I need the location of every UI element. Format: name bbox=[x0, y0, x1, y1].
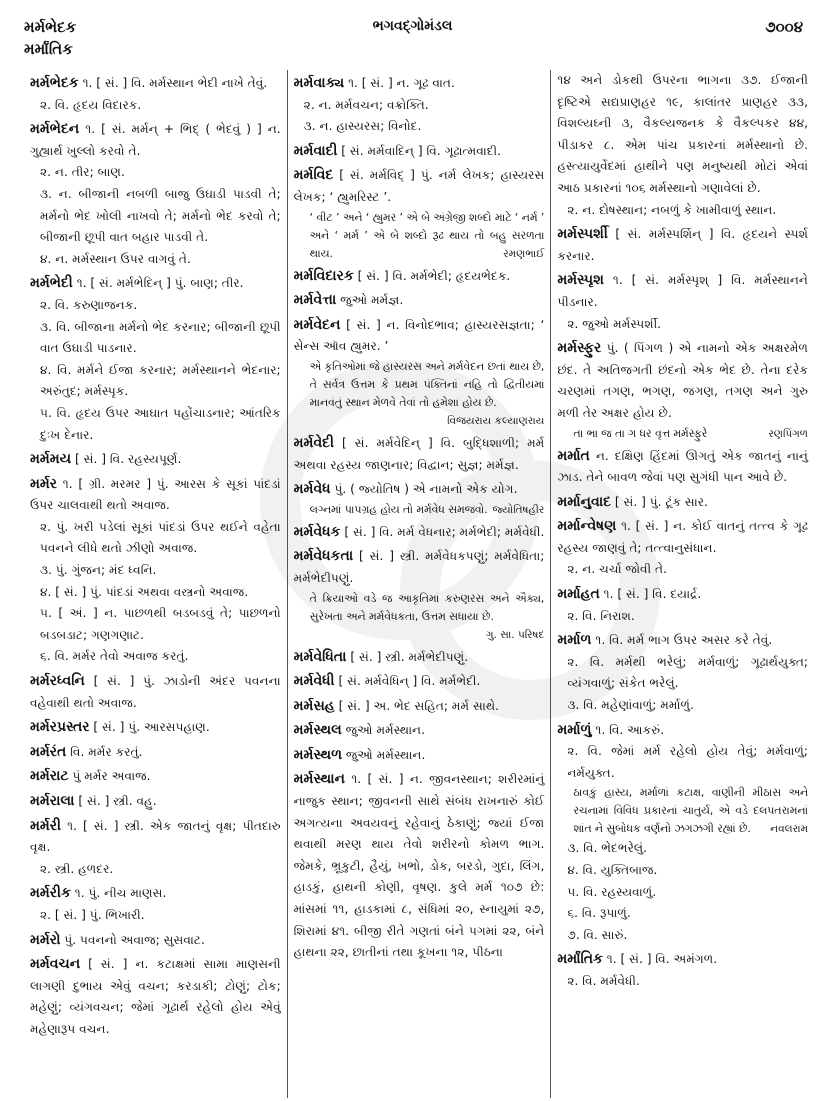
definition: [ સં. ] સ્ત્રી. મર્મવેધકપણું; મર્મવેધિતા; મર્મભેદીપણું. bbox=[293, 549, 545, 585]
headword: મર્મમય bbox=[30, 451, 72, 468]
citation-quote bbox=[294, 209, 545, 263]
dictionary-entry bbox=[557, 446, 808, 489]
dictionary-entry bbox=[294, 433, 545, 476]
citation-quote bbox=[294, 501, 545, 519]
definition: ૧. પું. નીચ માણસ. bbox=[74, 886, 167, 901]
definition: [ સં. મર્મસ્પર્શિન્ ] વિ. હૃદયને સ્પર્શ કરનાર. bbox=[557, 227, 809, 263]
definition: ૧. [ ગ્રી. મરમર ] પું. આરસ કે સૂકાં પાંદડાં ઉપર ચાલવાથી થતો અવાજ. bbox=[30, 476, 281, 513]
headword: મર્મભેદન bbox=[30, 121, 80, 138]
definition: ૧. વિ. મર્મ ભાગ ઉપર અસર કરે તેવું. bbox=[595, 633, 773, 648]
quote-source: રમણભાઈ bbox=[503, 247, 545, 260]
dictionary-entry bbox=[557, 338, 808, 424]
headword: મર્મવેત્તા bbox=[293, 292, 337, 309]
headword: મર્મભેદી bbox=[30, 275, 73, 292]
headword: મર્મવાદી bbox=[293, 142, 338, 159]
dictionary-entry bbox=[557, 224, 808, 267]
dictionary-entry bbox=[557, 630, 808, 652]
headword: મર્મસ્થળ bbox=[293, 746, 343, 763]
definition: [ સં. ] સ્ત્રી. વહુ. bbox=[78, 794, 157, 808]
dictionary-entry bbox=[294, 315, 545, 358]
headword: મર્મરધ્વનિ bbox=[30, 673, 85, 690]
definition: ૧. [ સં. મર્મસ્પૃશ્ ] વિ. મર્મસ્થાનને પીડનાર. bbox=[557, 273, 809, 309]
definition: [ સં. ] વિ. મર્મ વેધનાર; મર્મભેદી; મર્મવેધી. bbox=[344, 524, 545, 539]
headword: મર્મરપ્રસ્તર bbox=[30, 719, 90, 736]
quote-source: વિજયરાય કલ્યાણરાય bbox=[447, 414, 545, 427]
dictionary-entry bbox=[30, 883, 281, 905]
definition: વિ. મર્મર કરતું. bbox=[70, 744, 143, 759]
sense-definition: ૫. વિ. હૃદય ઉપર આઘાત પહોંચાડનાર; આંતરિક દુઃખ દેનાર. bbox=[40, 405, 281, 442]
definition: ૧. [ સં. ] વિ. મર્મસ્થાન ભેદી નાખે તેવું. bbox=[82, 76, 268, 90]
sense-definition: ૨. પું. ખરી પડેલાં સૂકાં પાંદડાં ઉપર થઈને વહેતા પવનને લીધે થતો ઝીણો અવાજ. bbox=[40, 519, 281, 556]
definition: પું. પવનનો અવાજ; સુસવાટ. bbox=[64, 932, 205, 947]
sense-definition: ૨. ન. મર્મવચન; વક્રોક્તિ. bbox=[303, 97, 429, 112]
dictionary-entry bbox=[557, 720, 808, 742]
headword: મર્માત bbox=[557, 447, 590, 464]
sense-definition: ૨. વિ. નિરાશ. bbox=[567, 608, 635, 623]
sense-definition: ૩. વિ. ભેદભરેલું. bbox=[567, 841, 648, 856]
definition: [ સં. મર્મવેદિન્ ] વિ. બુદ્ધિશાળી; મર્મ અથવા રહસ્ય જાણનાર; વિદ્વાન; સુજ્ઞ; મર્મજ્ઞ. bbox=[293, 435, 545, 472]
dictionary-entry bbox=[30, 742, 281, 764]
headword: મર્મભેદક bbox=[30, 75, 79, 91]
headword: મર્મસ્પૃશ bbox=[557, 272, 604, 289]
headword: મર્મર bbox=[30, 475, 58, 492]
sense-definition: ૩. વિ. મહેણાંવાળું; મર્માળું. bbox=[567, 698, 694, 713]
dictionary-entry bbox=[294, 266, 545, 288]
headword: મર્મસ્થલ bbox=[293, 722, 342, 739]
sense-definition: ૨. વિ. મર્મથી ભરેલું; મર્મવાળું; ગૂઢાર્થયુક્ત; વ્યંગવાળું; સંકેત ભરેલું. bbox=[567, 654, 809, 691]
citation-quote bbox=[294, 590, 545, 644]
sense-definition: ૨. વિ. જેમાં મર્મ રહેલો હોય તેવું; મર્મવાળું; નર્મયુક્ત. bbox=[567, 744, 809, 780]
headword: મર્મરાલા bbox=[30, 793, 75, 809]
definition: [ સં. મર્મવિદ્ ] પું. નર્મ લેખક; હાસ્યરસ લેખક; ‘ હ્યુમરિસ્ટ ’. bbox=[293, 168, 545, 204]
headword: મર્મવાક્ય bbox=[293, 75, 345, 91]
column-2 bbox=[287, 70, 551, 1098]
headword: મર્મવેધક bbox=[293, 523, 341, 540]
sense-definition: ૫. વિ. રહસ્યવાળું. bbox=[567, 884, 657, 899]
sense-definition: ૨. જુઓ મર્મસ્પર્શી. bbox=[567, 316, 662, 331]
sense-definition: ૬. વિ. રૂપાળું. bbox=[567, 906, 631, 921]
dictionary-entry bbox=[294, 769, 545, 963]
page-title: ભગવદ્ગોમંડલ bbox=[372, 18, 453, 34]
headword: મર્માંતિક bbox=[557, 951, 603, 968]
dictionary-entry bbox=[294, 745, 545, 767]
dictionary-entry bbox=[294, 73, 545, 95]
dictionary-entry bbox=[30, 449, 281, 471]
sense-definition: ૩. પું. ગુંજન; મંદ ધ્વનિ. bbox=[40, 563, 157, 578]
sense-definition: ૩. વિ. બીજાના મર્મનો ભેદ કરનાર; બીજાની છૂપી વાત ઉઘાડી પાડનાર. bbox=[40, 319, 281, 356]
headword: મર્મસહ bbox=[293, 697, 335, 714]
headword: મર્મવેધી bbox=[293, 673, 335, 690]
headword: મર્મસ્થાન bbox=[293, 771, 345, 788]
sense-definition: ૫. [ અં. ] ન. પાછળથી બડબડવું તે; પાછળનો બડબડાટ; ગણગણાટ. bbox=[40, 606, 281, 642]
dictionary-entry bbox=[30, 816, 281, 859]
headword: મર્મવિદ bbox=[293, 167, 334, 184]
definition: ૧. [ સં. ] ન. કોઈ વાતનું તત્ત્વ કે ગૂઢ રહસ્ય જાણવું તે; તત્ત્વાનુસંધાન. bbox=[557, 519, 809, 555]
definition: [ સં. મર્મવેધિન્ ] વિ. મર્મભેદી. bbox=[338, 674, 481, 689]
headword: મર્મસ્ફુર bbox=[557, 340, 602, 357]
headword: મર્મરી bbox=[30, 817, 62, 834]
definition: [ સં. ] પું. ટૂંક સાર. bbox=[614, 494, 708, 509]
column-3 bbox=[550, 70, 814, 1098]
headword: મર્માળ bbox=[557, 632, 592, 649]
sense-definition: ૨. વિ. કરુણાજનક. bbox=[40, 297, 138, 312]
dictionary-entry bbox=[30, 717, 281, 739]
sense-definition: ૬. વિ. મર્મર તેવો અવાજ કરતું. bbox=[40, 649, 189, 664]
column-1 bbox=[24, 70, 287, 1098]
dictionary-entry bbox=[30, 954, 281, 1040]
sense-definition: ૨. વિ. મર્મવેધી. bbox=[567, 973, 640, 988]
quote-source: જ્યોતિષહીર bbox=[492, 503, 545, 516]
headword: મર્માહત bbox=[557, 586, 600, 603]
dictionary-columns bbox=[24, 70, 814, 1098]
dictionary-entry bbox=[294, 290, 545, 312]
dictionary-entry bbox=[294, 479, 545, 501]
dictionary-entry bbox=[294, 696, 545, 718]
citation-quote bbox=[294, 358, 545, 430]
dictionary-entry bbox=[294, 647, 545, 669]
headword: મર્મવેધિતા bbox=[293, 648, 347, 665]
headword: મર્મરીક bbox=[30, 885, 71, 902]
sense-definition: ૨. ન. ચર્ચા જોવી તે. bbox=[567, 562, 667, 577]
dictionary-entry bbox=[30, 791, 281, 813]
quote-text: લગ્નમાં પાપગ્રહ હોય તો મર્મવેધ સમજવો. bbox=[309, 502, 488, 516]
continued-definition: ૧૪ અને ડોકથી ઉપરના ભાગના ૩૭. ઈજાની દૃષ્ટિએ સદ્યપ્રાણહર ૧૯, કાલાંતર પ્રાણહર ૩૩, વિશલ્યઘ્ની ૩, વૈકલ્યજનક કે વૈકલ્પકર ૪૪, પીડાકર ૮. એમ પાંચ પ્રકારનાં મર્મસ્થાનો છે. હસ્ત્યાયુર્વેદમાં હાથીને પણ મનુષ્યથી મોટાં એવાં આઠ પ્રકારનાં ૧૦૬ મર્મસ્થાનો ગણાવેલાં છે. bbox=[557, 73, 809, 195]
dictionary-entry bbox=[294, 720, 545, 742]
sense-definition: ૩. ન. હાસ્યરસ; વિનોદ. bbox=[303, 119, 422, 134]
dictionary-entry bbox=[294, 522, 545, 544]
definition: જુઓ મર્મસ્થાન. bbox=[345, 723, 426, 738]
quote-text: ઠાવકું હાસ્ય, મર્માળાં કટાક્ષ, વાણીની મીઠાસ અને રચનામાં વિવિધ પ્રકારનાં ચાતુર્ય, એ વડે દલપતરામનાં શાંત ને સુબોધક વર્ણનો ઝગઝગી રહ્યાં છે. bbox=[573, 786, 809, 836]
dictionary-entry bbox=[294, 546, 545, 589]
headword: મર્મવેધ bbox=[293, 481, 331, 498]
definition: ૧. [ સં. ] સ્ત્રી. એક જાતનું વૃક્ષ; પીતદારુ વૃક્ષ. bbox=[30, 818, 281, 855]
sense-definition: ૨. ન. તીર; બાણ. bbox=[40, 165, 125, 180]
quote-text: એ કૃતિઓમાં જે હાસ્યરસ અને મર્મવેદન છતાં થાય છે, તે સર્વત્ર ઉત્તમ કે પ્રથમ પંક્તિનાં નહિ તો દ્વિતીયમાં માનવંતું સ્થાન મેળવે તેવાં તો હમેશા હોય છે. bbox=[309, 359, 545, 409]
definition: [ સં. ] સ્ત્રી. મર્મભેદીપણું. bbox=[350, 649, 469, 664]
dictionary-entry bbox=[30, 73, 281, 95]
headword: મર્માળું bbox=[557, 721, 592, 738]
dictionary-entry bbox=[30, 930, 281, 952]
sense-definition: ૨. વિ. હૃદય વિદારક. bbox=[40, 97, 142, 112]
dictionary-entry bbox=[557, 516, 808, 559]
quote-source: ગુ. સા. પરિષદ bbox=[485, 628, 545, 641]
definition: પું મર્મર અવાજ. bbox=[72, 769, 151, 784]
sense-definition: ૩. ન. બીજાની નબળી બાજુ ઉઘાડી પાડવી તે; મર્મનો ભેદ ખોલી નાખવો તે; મર્મનો ભેદ કરવો તે; બીજાની છૂપી વાત બહાર પાડવી તે. bbox=[40, 186, 281, 245]
definition: ૧. [ સં. ] ન. જીવનસ્થાન; શરીરમાંનું નાજુક સ્થાન; જીવનની સાથે સંબંધ રાખનારું કોઈ અગત્યના અવયવનું રહેવાનું ઠેકાણું; જ્યાં ઈજા થવાથી મરણ થાય તેવો શરીરનો કોમળ ભાગ. જેમકે, ભ્રૂકુટી, હૈયું, ખભો, ડોક, બરડો, ગુદા, લિંગ, હાડકું, હાથની કોણી, વૃષણ. કુલે મર્મ ૧૦૭ છે: માંસમાં ૧૧, હાડકામાં ૮, સંધિમાં ૨૦, સ્નાયુમાં ૨૭, શિરામાં ૪૧. બીજી રીતે ગણતાં બંને પગમાં ૨૨, બંને હાથના ૨૨, છાતીનાં તથા કૂખના ૧૨, પીઠના bbox=[293, 772, 545, 960]
definition: [ સં. ] ન. વિનોદભાવ; હાસ્યરસજ્ઞતા; ‘ સેન્સ ઑવ હ્યુમર. ’ bbox=[293, 317, 545, 354]
dictionary-entry bbox=[30, 766, 281, 788]
sense-definition: ૨. ન. દોષસ્થાન; નબળું કે ખામીવાળું સ્થાન. bbox=[567, 202, 777, 217]
sense-definition: ૭. વિ. સારું. bbox=[567, 927, 628, 942]
dictionary-entry bbox=[557, 584, 808, 606]
definition: [ સં. ] વિ. રહસ્યપૂર્ણ. bbox=[75, 452, 182, 467]
definition: [ સં. ] વિ. મર્મભેદી; હૃદયભેદક. bbox=[357, 268, 511, 283]
headword: મર્મવિદારક bbox=[293, 267, 354, 284]
citation-quote bbox=[557, 784, 808, 838]
sense-definition: ૪. ન. મર્મસ્થાન ઉપર વાગવું તે. bbox=[40, 251, 191, 266]
definition: ન. દક્ષિણ હિંદમાં ઊગતું એક જાતનું નાનું ઝાડ. તેને બાવળ જેવાં પણ સુગંધી પાન આવે છે. bbox=[557, 448, 809, 485]
dictionary-entry bbox=[30, 474, 281, 517]
definition: ૧. [ સં. ] ન. ગૂઢ વાત. bbox=[348, 76, 455, 90]
definition: [ સં. ] પું. આરસપહાણ. bbox=[93, 720, 210, 735]
definition: ૧. [ સં. ] વિ. અમંગળ. bbox=[606, 952, 718, 967]
sense-definition: ૨. સ્ત્રી. હળદર. bbox=[40, 861, 114, 876]
quote-text: ‘ વીટ ’ અને ‘ હ્યુમર ’ એ બે અંગ્રેજી શબ્દો માટે ‘ નર્મ ’ અને ‘ મર્મ ’ એ બે શબ્દો રૂઢ થાય તો બહુ સરળતા થાય. bbox=[309, 210, 545, 260]
sense-definition: ૪. વિ. યુક્તિબાજ. bbox=[567, 863, 658, 877]
definition: પું. ( જ્યોતિષ ) એ નામનો એક યોગ. bbox=[334, 482, 518, 497]
headword: મર્મરો bbox=[30, 931, 61, 948]
definition: ૧. [ સં. ] વિ. દયાર્દ્ર. bbox=[603, 587, 702, 602]
headword: મર્માનુવાદ bbox=[557, 493, 611, 510]
headword: મર્મરંત bbox=[30, 743, 67, 760]
dictionary-entry bbox=[557, 949, 808, 971]
headword: મર્મવેદન bbox=[293, 316, 341, 333]
definition: [ સં. ] અ. ભેદ સહિત; મર્મ સાથે. bbox=[338, 698, 500, 713]
headword: મર્મરાટ bbox=[30, 768, 69, 785]
quote-source: રણપિંગળ bbox=[768, 427, 809, 440]
sense-definition: ૪. [ સં. ] પું. પાંદડાં અથવા વસ્ત્રનો અવાજ. bbox=[40, 584, 249, 599]
dictionary-entry bbox=[557, 492, 808, 514]
definition: [ સં. ] ન. કટાક્ષમાં સામા માણસની લાગણી દુભાય એવું વચન; કરડાકી; ટોણું; ટોક; મહેણું; વ્યંગવચન; જેમાં ગૂઢાર્થ રહેલો હોય એવું મહેણારૂપ વચન. bbox=[30, 957, 281, 1036]
definition: [ સં. ] પું. ઝાડોની અંદર પવનના વહેવાથી થતો અવાજ. bbox=[30, 674, 281, 710]
headword: મર્મવચન bbox=[30, 956, 81, 973]
guide-word-last: મર્માંતિક bbox=[24, 40, 73, 58]
sense-definition: ૪. વિ. મર્મને ઈજા કરનાર; મર્મસ્થાનને ભેદનાર; અરુંતુદ; મર્મસ્પૃક. bbox=[40, 362, 281, 399]
quote-text: તે ક્રિયાઓ વડે જ આકૃતિમાં કરુણરસ અને ઐક્ય, સુરેખતા અને મર્મવેધકતા, ઉત્તમ સધાયા છે. bbox=[309, 591, 545, 623]
definition: પું. ( પિંગળ ) એ નામનો એક અક્ષરમેળ છંદ. તે અતિજગતી છંદનો એક ભેદ છે. તેના દરેક ચરણમાં તગણ, ભગણ, જગણ, તગણ અને ગુરુ મળી તેર અક્ષર હોય છે. bbox=[557, 341, 809, 420]
definition: [ સં. મર્મવાદિન્ ] વિ. ગૂઢાત્મવાદી. bbox=[341, 143, 501, 158]
quote-text: તા ભા જ તા ગ ધર વૃત્ત મર્મસ્ફુરે bbox=[573, 426, 708, 440]
definition: ૧. વિ. આકરું. bbox=[595, 722, 665, 737]
sense-definition: ૨. [ સં. ] પું. ભિખારી. bbox=[40, 907, 145, 922]
dictionary-entry bbox=[30, 119, 281, 162]
definition: જુઓ મર્મજ્ઞ. bbox=[340, 293, 404, 308]
quote-source: નવલરામ bbox=[770, 823, 809, 836]
dictionary-entry bbox=[294, 141, 545, 163]
guide-word-first: મર્મભેદક bbox=[24, 18, 77, 36]
dictionary-entry bbox=[30, 671, 281, 714]
dictionary-entry bbox=[30, 273, 281, 295]
headword: મર્મસ્પર્શી bbox=[557, 226, 608, 243]
citation-quote bbox=[557, 425, 808, 443]
dictionary-entry bbox=[557, 270, 808, 313]
page-number: ૭૦૦૪ bbox=[765, 18, 803, 36]
dictionary-entry bbox=[294, 671, 545, 693]
definition: જુઓ મર્મસ્થાન. bbox=[345, 747, 426, 762]
definition: ૧. [ સં. મર્મન્ + ભિદ્ ( ભેદવું ) ] ન. ગુહ્યાર્થ ખુલ્લો કરવો તે. bbox=[30, 122, 281, 158]
headword: મર્મવેધકતા bbox=[293, 548, 354, 565]
definition: ૧. [ સં. મર્મભેદિન્ ] પું. બાણ; તીર. bbox=[76, 276, 244, 291]
headword: મર્માન્વેષણ bbox=[557, 518, 617, 535]
headword: મર્મવેદી bbox=[293, 434, 334, 451]
dictionary-entry bbox=[294, 165, 545, 208]
